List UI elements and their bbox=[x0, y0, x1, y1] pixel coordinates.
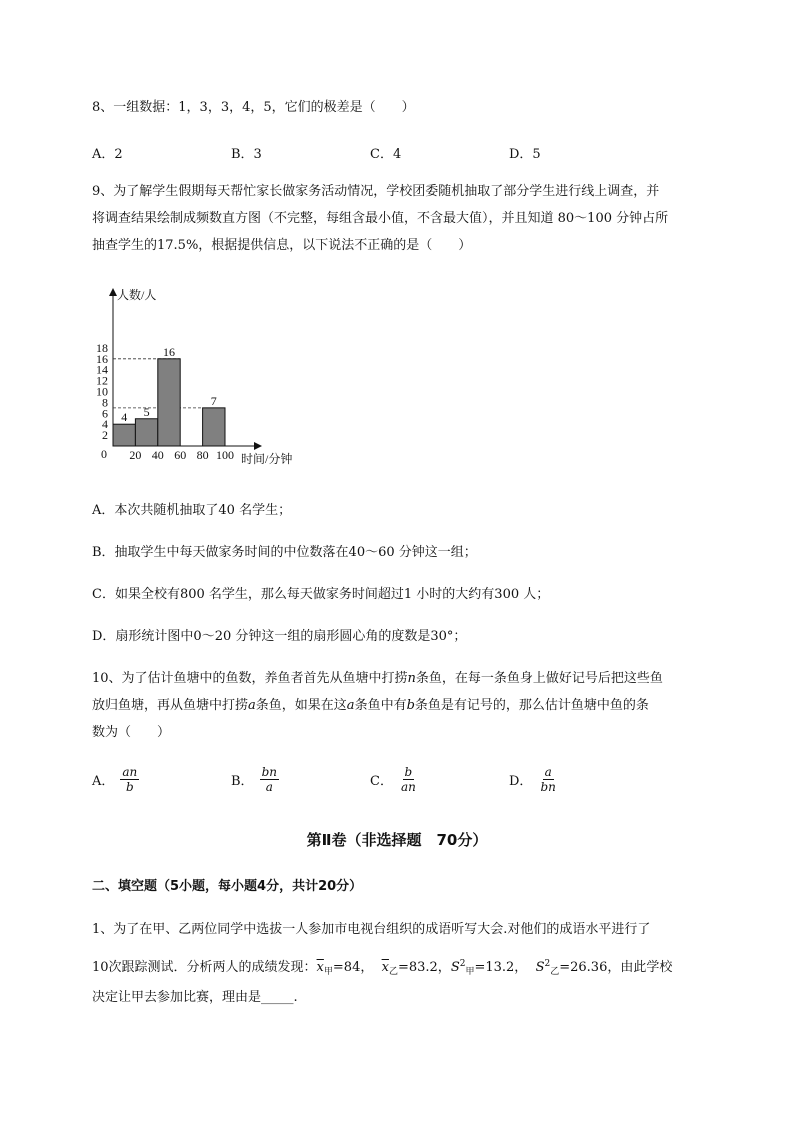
fraction-denominator: a bbox=[265, 780, 273, 794]
q10-var-a: a bbox=[248, 698, 256, 713]
q10-text-2a: 放归鱼塘，再从鱼塘中打捞 bbox=[92, 698, 249, 713]
fill1-val4: =26.36，由此学校 bbox=[559, 960, 673, 975]
sup-2-jia: 2 bbox=[459, 959, 466, 969]
fraction-denominator: b bbox=[125, 780, 134, 794]
x-tick-20: 20 bbox=[129, 448, 142, 462]
y-tick-16: 16 bbox=[96, 351, 108, 366]
q10-option-a-fraction bbox=[120, 765, 139, 794]
fraction-numerator: b bbox=[404, 765, 413, 779]
part2-title: 第Ⅱ卷（非选择题 70分） bbox=[306, 831, 488, 849]
q10-var-a-2: a bbox=[346, 698, 355, 713]
q10-option-c-label: C． bbox=[370, 774, 393, 789]
s-jia: S bbox=[450, 960, 460, 975]
q10-option-b-fraction bbox=[260, 765, 279, 794]
bar-40-60 bbox=[158, 359, 180, 446]
sub-jia-s: 甲 bbox=[465, 967, 475, 977]
q8-option-c: C．4 bbox=[370, 147, 402, 162]
y-tick-14: 14 bbox=[96, 362, 108, 377]
x-tick-60: 60 bbox=[174, 448, 187, 462]
q10-text-1b: 条鱼，在每一条鱼身上做好记号后把这些鱼 bbox=[415, 671, 663, 686]
x-tick-40: 40 bbox=[151, 448, 164, 462]
q10-option-b-label: B． bbox=[231, 774, 254, 789]
q10-option-c-fraction bbox=[399, 765, 418, 794]
sub-jia: 甲 bbox=[323, 967, 333, 977]
sub-yi: 乙 bbox=[388, 967, 398, 977]
y-tick-4: 4 bbox=[102, 417, 108, 432]
fill1-val3: =13.2， bbox=[474, 960, 528, 975]
bar-20-40 bbox=[135, 419, 157, 446]
x-axis-label: 时间/分钟 bbox=[241, 452, 293, 466]
x-bar-yi: $\overline{x}$ bbox=[381, 960, 389, 975]
y-tick-8: 8 bbox=[102, 395, 108, 410]
s-yi: S bbox=[535, 960, 545, 975]
q10-text-2c: 条鱼中有 bbox=[354, 698, 407, 713]
y-tick-18: 18 bbox=[96, 340, 108, 355]
q10-option-c bbox=[370, 765, 418, 794]
q8-option-a: A．2 bbox=[92, 147, 123, 162]
q9-stem-line3: 抽查学生的17.5%，根据提供信息，以下说法不正确的是（ ） bbox=[92, 238, 472, 253]
fill1-text-2a: 10次跟踪测试．分析两人的成绩发现： bbox=[92, 960, 317, 975]
q10-var-b: b bbox=[406, 698, 415, 713]
fraction-denominator: an bbox=[400, 780, 416, 794]
y-tick-2: 2 bbox=[102, 428, 108, 443]
q8-stem: 8、一组数据：1，3，3，4，5，它们的极差是（ ） bbox=[92, 100, 415, 115]
fraction-numerator: bn bbox=[261, 765, 277, 779]
q10-stem-line3: 数为（ ） bbox=[92, 725, 171, 740]
histogram-chart bbox=[88, 282, 318, 472]
origin-label: 0 bbox=[101, 447, 107, 461]
q8-option-d: D．5 bbox=[509, 147, 541, 162]
bar-label-20-40: 5 bbox=[143, 404, 150, 419]
fill1-line2 bbox=[92, 954, 672, 982]
bar-label-80-100: 7 bbox=[210, 393, 217, 408]
q10-option-d-label: D． bbox=[509, 774, 533, 789]
fill1-line1: 1、为了在甲、乙两位同学中选拔一人参加市电视台组织的成语听写大会.对他们的成语水平进行了 bbox=[92, 922, 651, 937]
y-tick-6: 6 bbox=[102, 406, 108, 421]
q10-option-d bbox=[509, 765, 558, 794]
q10-option-b bbox=[231, 765, 279, 794]
q8-option-b: B．3 bbox=[231, 147, 262, 162]
fraction-denominator: bn bbox=[540, 780, 556, 794]
q10-stem-line2 bbox=[92, 696, 649, 716]
x-tick-100: 100 bbox=[216, 448, 234, 462]
q9-option-b: B．抽取学生中每天做家务时间的中位数落在40～60 分钟这一组； bbox=[92, 545, 477, 560]
fraction-numerator: a bbox=[544, 765, 552, 779]
q9-stem-line1: 9、为了解学生假期每天帮忙家长做家务活动情况，学校团委随机抽取了部分学生进行线上调查，并 bbox=[92, 184, 660, 199]
q9-option-d: D．扇形统计图中0～20 分钟这一组的扇形圆心角的度数是30°； bbox=[92, 629, 467, 644]
y-tick-12: 12 bbox=[96, 373, 108, 388]
bar-label-40-60: 16 bbox=[163, 344, 175, 359]
q10-text-2b: 条鱼，如果在这 bbox=[255, 698, 347, 713]
q10-stem-line1 bbox=[92, 669, 663, 689]
x-tick-80: 80 bbox=[196, 448, 209, 462]
q9-stem-line2: 将调查结果绘制成频数直方图（不完整，每组含最小值，不含最大值），并且知道 80～100 分钟占所 bbox=[92, 211, 669, 226]
section-2-heading: 二、填空题（5小题，每小题4分，共计20分） bbox=[92, 879, 363, 894]
x-bar-jia: $\overline{x}$ bbox=[316, 960, 324, 975]
bar-80-100 bbox=[203, 408, 225, 446]
sub-yi-s: 乙 bbox=[550, 967, 560, 977]
q10-text-2d: 条鱼是有记号的，那么估计鱼塘中鱼的条 bbox=[414, 698, 649, 713]
sup-2-yi: 2 bbox=[544, 959, 551, 969]
fill1-val2: =83.2， bbox=[397, 960, 451, 975]
q10-option-a-label: A． bbox=[92, 774, 115, 789]
y-axis-label: 人数/人 bbox=[117, 288, 157, 302]
fill1-line3: 决定让甲去参加比赛，理由是_____. bbox=[92, 990, 298, 1005]
fill1-val1: =84， bbox=[332, 960, 374, 975]
q10-option-a bbox=[92, 765, 139, 794]
q9-option-a: A．本次共随机抽取了40 名学生； bbox=[92, 503, 292, 518]
q10-text-1a: 10、为了估计鱼塘中的鱼数，养鱼者首先从鱼塘中打捞 bbox=[92, 671, 408, 686]
q10-option-d-fraction bbox=[538, 765, 557, 794]
fraction-numerator: an bbox=[122, 765, 138, 779]
bar-label-0-20: 4 bbox=[121, 410, 128, 425]
bar-0-20 bbox=[113, 424, 135, 446]
q10-var-n: n bbox=[407, 671, 416, 686]
y-tick-10: 10 bbox=[96, 384, 108, 399]
q9-option-c: C．如果全校有800 名学生，那么每天做家务时间超过1 小时的大约有300 人； bbox=[92, 587, 550, 602]
